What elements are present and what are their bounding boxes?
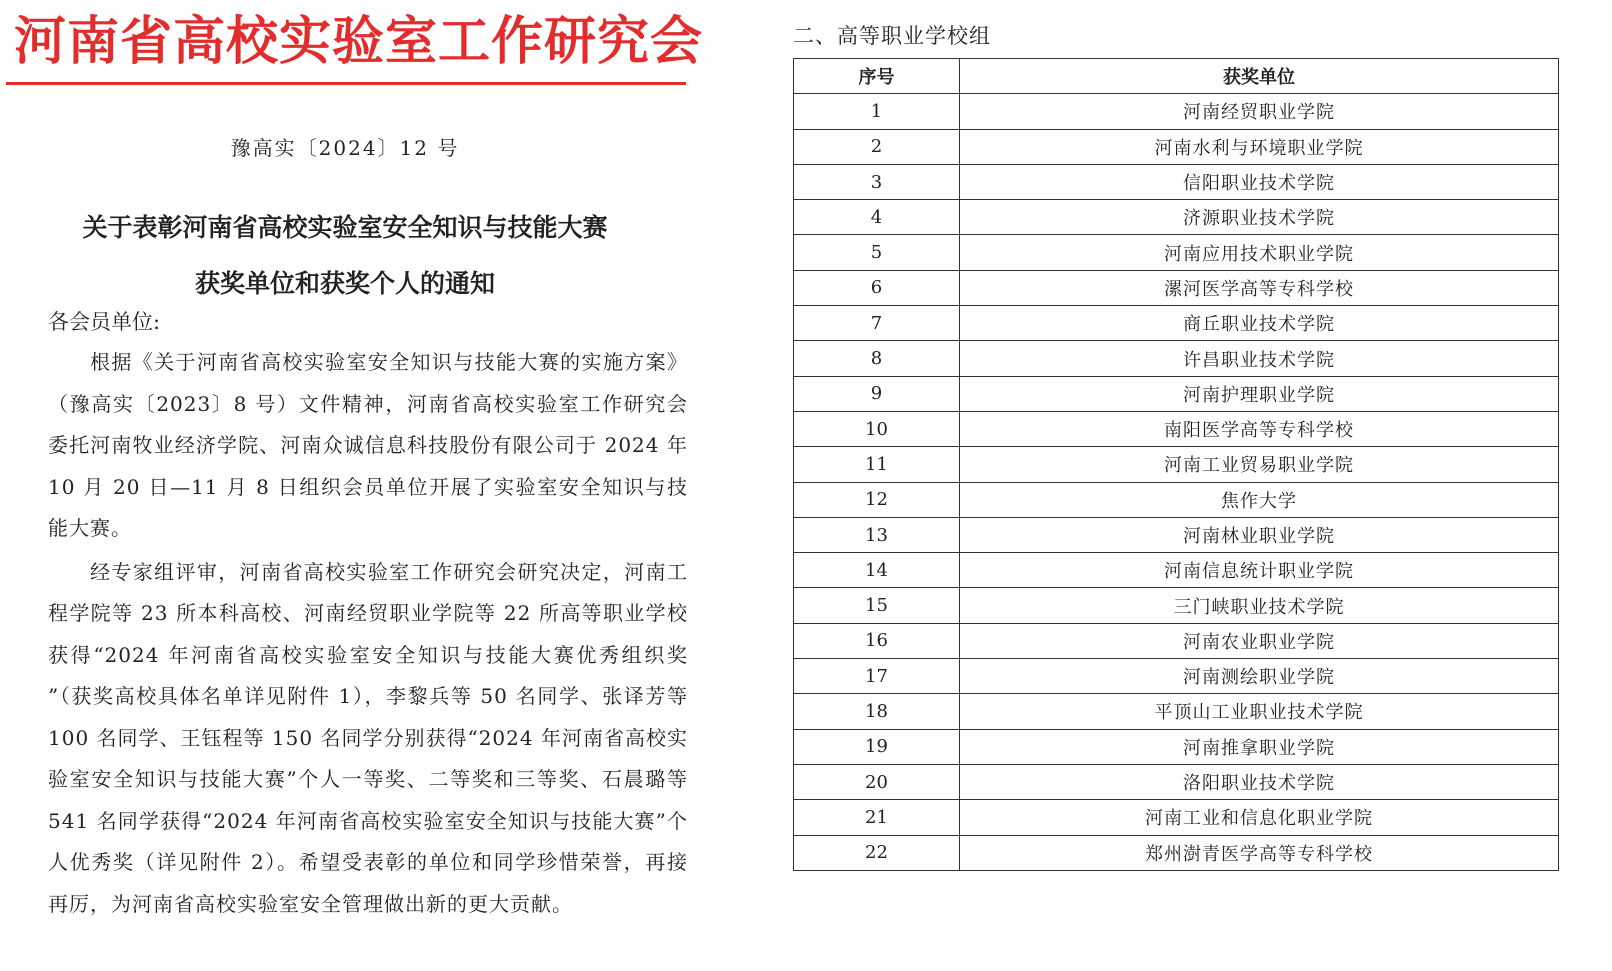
row-award-unit: 洛阳职业技术学院 xyxy=(960,764,1559,799)
row-serial-number: 4 xyxy=(794,200,960,235)
row-serial-number: 11 xyxy=(794,447,960,482)
table-row xyxy=(794,376,1559,411)
table-row xyxy=(794,800,1559,835)
table-row xyxy=(794,164,1559,199)
row-award-unit: 河南应用技术职业学院 xyxy=(960,235,1559,270)
table-row xyxy=(794,517,1559,552)
table-row xyxy=(794,659,1559,694)
row-award-unit: 济源职业技术学院 xyxy=(960,200,1559,235)
row-award-unit: 许昌职业技术学院 xyxy=(960,341,1559,376)
table-row xyxy=(794,129,1559,164)
row-award-unit: 河南林业职业学院 xyxy=(960,517,1559,552)
table-row xyxy=(794,411,1559,446)
row-serial-number: 6 xyxy=(794,270,960,305)
row-serial-number: 5 xyxy=(794,235,960,270)
section-heading: 二、高等职业学校组 xyxy=(793,24,991,48)
row-award-unit: 河南工业贸易职业学院 xyxy=(960,447,1559,482)
row-award-unit: 南阳医学高等专科学校 xyxy=(960,411,1559,446)
row-serial-number: 20 xyxy=(794,764,960,799)
row-award-unit: 漯河医学高等专科学校 xyxy=(960,270,1559,305)
document-title-line-2: 获奖单位和获奖个人的通知 xyxy=(194,269,495,298)
document-number: 豫高实〔2024〕12 号 xyxy=(230,136,460,160)
table-row xyxy=(794,623,1559,658)
document-title xyxy=(0,200,690,312)
table-row xyxy=(794,694,1559,729)
organization-letterhead: 河南省高校实验室工作研究会 xyxy=(14,11,704,72)
row-serial-number: 19 xyxy=(794,729,960,764)
row-award-unit: 河南测绘职业学院 xyxy=(960,659,1559,694)
row-serial-number: 2 xyxy=(794,129,960,164)
row-serial-number: 14 xyxy=(794,553,960,588)
row-serial-number: 22 xyxy=(794,835,960,870)
row-award-unit: 郑州澍青医学高等专科学校 xyxy=(960,835,1559,870)
row-serial-number: 9 xyxy=(794,376,960,411)
row-serial-number: 8 xyxy=(794,341,960,376)
row-serial-number: 15 xyxy=(794,588,960,623)
table-header-row xyxy=(794,59,1559,94)
row-award-unit: 三门峡职业技术学院 xyxy=(960,588,1559,623)
table-body xyxy=(794,94,1559,871)
row-serial-number: 3 xyxy=(794,164,960,199)
table-row xyxy=(794,588,1559,623)
row-serial-number: 10 xyxy=(794,411,960,446)
table-row xyxy=(794,235,1559,270)
table-row xyxy=(794,270,1559,305)
row-serial-number: 7 xyxy=(794,306,960,341)
table-row xyxy=(794,553,1559,588)
row-serial-number: 12 xyxy=(794,482,960,517)
award-units-table xyxy=(793,58,1559,871)
row-award-unit: 信阳职业技术学院 xyxy=(960,164,1559,199)
row-award-unit: 河南信息统计职业学院 xyxy=(960,553,1559,588)
row-serial-number: 17 xyxy=(794,659,960,694)
header-award-unit: 获奖单位 xyxy=(960,59,1559,94)
row-award-unit: 焦作大学 xyxy=(960,482,1559,517)
table-row xyxy=(794,482,1559,517)
salutation: 各会员单位: xyxy=(48,310,161,334)
row-serial-number: 1 xyxy=(794,94,960,129)
row-award-unit: 商丘职业技术学院 xyxy=(960,306,1559,341)
row-award-unit: 河南推拿职业学院 xyxy=(960,729,1559,764)
row-award-unit: 河南经贸职业学院 xyxy=(960,94,1559,129)
table-row xyxy=(794,341,1559,376)
table-row xyxy=(794,306,1559,341)
letterhead-red-rule xyxy=(6,82,686,85)
row-award-unit: 河南农业职业学院 xyxy=(960,623,1559,658)
row-serial-number: 13 xyxy=(794,517,960,552)
table-row xyxy=(794,764,1559,799)
row-serial-number: 18 xyxy=(794,694,960,729)
row-award-unit: 河南水利与环境职业学院 xyxy=(960,129,1559,164)
table-row xyxy=(794,835,1559,870)
document-body xyxy=(48,342,688,927)
table-row xyxy=(794,447,1559,482)
row-award-unit: 河南护理职业学院 xyxy=(960,376,1559,411)
row-serial-number: 16 xyxy=(794,623,960,658)
body-paragraph-1: 根据《关于河南省高校实验室安全知识与技能大赛的实施方案》（豫高实〔2023〕8 号）文件精神，河南省高校实验室工作研究会委托河南牧业经济学院、河南众诚信息科技股份有限公司于 2024 年 10 月 20 日—11 月 8 日组织会员单位开展了实验室安全知识与技能大赛。 xyxy=(48,350,688,540)
body-paragraph-2: 经专家组评审，河南省高校实验室工作研究会研究决定，河南工程学院等 23 所本科高校、河南经贸职业学院等 22 所高等职业学校获得“2024 年河南省高校实验室安全知识与技能大赛优秀组织奖 ”（获奖高校具体名单详见附件 1），李黎兵等 50 名同学、张译芳等 100 名同学、王钰程等 150 名同学分别获得“2024 年河南省高校实验室安全知识与技能大赛”个人一等奖、二等奖和三等奖、石晨璐等 541 名同学获得“2024 年河南省高校实验室安全知识与技能大赛”个人优秀奖（详见附件 2）。希望受表彰的单位和同学珍惜荣誉，再接再厉，为河南省高校实验室安全管理做出新的更大贡献。 xyxy=(48,559,688,916)
row-serial-number: 21 xyxy=(794,800,960,835)
document-title-line-1: 关于表彰河南省高校实验室安全知识与技能大赛 xyxy=(82,213,608,242)
row-award-unit: 河南工业和信息化职业学院 xyxy=(960,800,1559,835)
table-row xyxy=(794,729,1559,764)
notice-document xyxy=(0,0,704,971)
table-row xyxy=(794,200,1559,235)
header-serial-number: 序号 xyxy=(794,59,960,94)
table-row xyxy=(794,94,1559,129)
row-award-unit: 平顶山工业职业技术学院 xyxy=(960,694,1559,729)
